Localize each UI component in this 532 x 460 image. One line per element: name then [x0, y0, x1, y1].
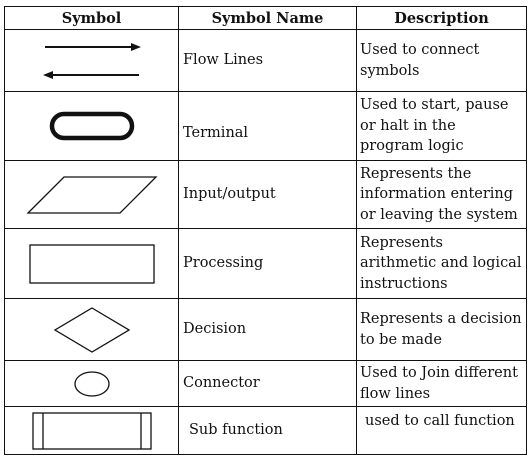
symbol-cell — [5, 229, 179, 299]
description-line: Represents a decision — [360, 310, 522, 327]
symbol-name-cell: Connector — [179, 361, 357, 407]
decision-diamond-icon — [52, 306, 132, 354]
description-line: Represents — [360, 234, 443, 251]
header-symbol-name: Symbol Name — [179, 7, 357, 30]
symbol-cell — [5, 407, 179, 455]
symbol-name-cell: Input/output — [179, 161, 357, 229]
description-cell — [357, 229, 527, 299]
terminal-oval-icon — [47, 109, 137, 143]
flow-lines-arrows-icon — [37, 39, 147, 83]
description-cell — [357, 92, 527, 161]
input-output-parallelogram-icon — [24, 174, 160, 216]
description-line: arithmetic and logical — [360, 255, 522, 272]
symbol-cell — [5, 299, 179, 361]
description-cell — [357, 30, 527, 92]
symbol-cell — [5, 361, 179, 407]
description-line: information entering — [360, 186, 514, 203]
description-cell — [357, 161, 527, 229]
table-row — [5, 161, 527, 229]
symbol-name-cell: Decision — [179, 299, 357, 361]
symbol-cell — [5, 161, 179, 229]
description-line: program logic — [360, 138, 464, 155]
description-line: symbols — [360, 62, 420, 79]
table-row — [5, 92, 527, 161]
description-cell — [357, 361, 527, 407]
description-line: or leaving the system — [360, 206, 518, 223]
table-row — [5, 30, 527, 92]
symbol-name-cell: Terminal — [179, 92, 357, 161]
description-line: Represents the — [360, 165, 472, 182]
description-line: Used to connect — [360, 41, 480, 58]
description-line: flow lines — [360, 385, 431, 402]
header-row — [5, 7, 527, 30]
symbol-cell — [5, 92, 179, 161]
description-line: instructions — [360, 275, 448, 292]
description-line: used to call function — [365, 413, 515, 429]
connector-circle-icon — [72, 369, 112, 399]
description-line: or halt in the — [360, 117, 456, 134]
table-row — [5, 299, 527, 361]
description-line: Used to Join different — [360, 364, 518, 381]
description-cell — [357, 407, 527, 455]
table-row — [5, 407, 527, 455]
description-line: to be made — [360, 331, 442, 348]
flowchart-symbols-table — [4, 6, 527, 455]
table-row — [5, 229, 527, 299]
symbol-name-cell: Processing — [179, 229, 357, 299]
header-description: Description — [357, 7, 527, 30]
description-line: Used to start, pause — [360, 97, 509, 114]
symbol-name-cell: Sub function — [179, 407, 357, 455]
symbol-cell — [5, 30, 179, 92]
symbol-name-cell: Flow Lines — [179, 30, 357, 92]
sub-function-box-icon — [31, 411, 153, 451]
table-row — [5, 361, 527, 407]
header-symbol: Symbol — [5, 7, 179, 30]
flowchart-symbols-table-container — [4, 6, 526, 455]
description-cell — [357, 299, 527, 361]
processing-rectangle-icon — [28, 243, 156, 285]
